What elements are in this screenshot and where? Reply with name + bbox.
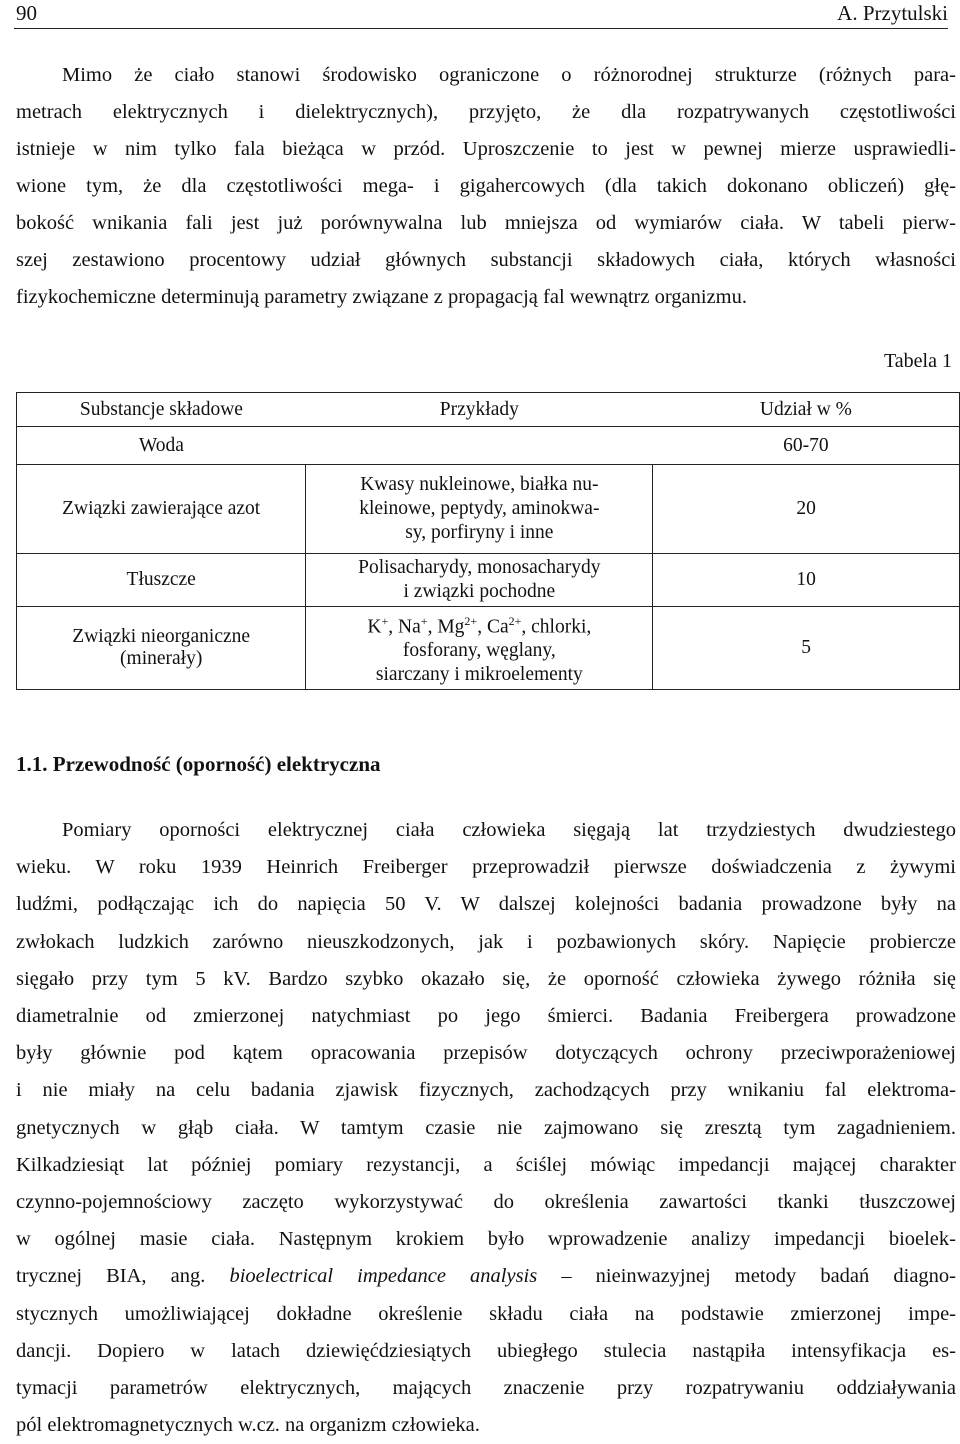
ion-ca: Ca (486, 616, 509, 638)
text-fragment: – nieinwazyjnej metody badań diagno- (537, 1265, 956, 1288)
text-line: pól elektromagnetycznych w.cz. na organizm człowieka. (16, 1414, 480, 1437)
page-number: 90 (16, 1, 37, 25)
text-line: Kilkadziesiąt lat później pomiary rezystancji, a ściślej mówiąc impedancji mającej charakter (16, 1153, 956, 1176)
text-line: ludźmi, podłączając ich do napięcia 50 V. W dalszej kolejności badania prowadzone były na (16, 893, 956, 916)
cell-share: 20 (653, 465, 960, 554)
text-line: zwłokach ludzkich zarówno nieuszkodzonych, jak i pozbawionych skóry. Napięcie probiercze (16, 930, 956, 953)
text-line: sięgało przy tym 5 kV. Bardzo szybko okazało się, że oporność człowieka żywego różniła się (16, 967, 956, 990)
cell-line: Kwasy nukleinowe, białka nu- (360, 474, 599, 495)
text-line: czynno-pojemnościowy zaczęto wykorzystywać do określenia zawartości tkanki tłuszczowej (16, 1191, 956, 1214)
body-paragraph (16, 812, 956, 1444)
ion-charge: + (420, 613, 428, 628)
cell-line: (minerały) (120, 648, 203, 669)
ion-charge: 2+ (464, 613, 478, 628)
cell-line: Związki nieorganiczne (72, 626, 251, 647)
cell-line: fosforany, węglany, (402, 640, 556, 662)
ion-na: Na (398, 616, 421, 638)
text-line: Pomiary oporności elektrycznej ciała człowieka sięgają lat trzydziestych dwudziestego (62, 819, 956, 841)
ion-mg: Mg (437, 616, 465, 638)
ion-charge: 2+ (508, 613, 522, 628)
text-line (16, 1258, 956, 1295)
section-heading: 1.1. Przewodność (oporność) elektryczna (16, 752, 381, 776)
header-cell-substances: Substancje składowe (17, 393, 306, 427)
cell-substance: Woda (17, 427, 306, 465)
header-cell-examples: Przykłady (306, 393, 653, 427)
cell-line: siarczany i mikroelementy (375, 664, 583, 686)
ion-k: K (367, 616, 382, 638)
table-caption: Tabela 1 (883, 350, 952, 372)
text-line: gnetycznych w głąb ciała. W tamtym czasie nie zajmowano się zresztą tym zagadnieniem. (16, 1116, 956, 1139)
page-header (0, 0, 960, 30)
text-line: i nie miały na celu badania zjawisk fizycznych, zachodzących przy wnikaniu fal elektroma- (16, 1079, 956, 1102)
ions-line: K+, Na+, $Mg^{2+}$, $Ca^{2+}$, chlorki, (367, 613, 592, 638)
text-line: były głównie pod kątem opracowania przepisów dotyczących ochrony przeciwporażeniowej (16, 1042, 956, 1065)
text-line: metrach elektrycznych i dielektrycznych), przyjęto, że dla rozpatrywanych częstotliwości (16, 101, 956, 123)
header-rule (14, 28, 948, 29)
text-line: tymacji parametrów elektrycznych, mających znaczenie przy rozpatrywaniu oddziaływania (16, 1377, 956, 1400)
cell-examples (306, 465, 653, 554)
text-line: istnieje w nim tylko fala bieżąca w przód. Uproszczenie to jest w pewnej mierze usprawiedli- (16, 138, 956, 160)
header-cell-share: Udział w % (653, 393, 960, 427)
text-line: bokość wnikania fali jest już porównywalna lub mniejsza od wymiarów ciała. W tabeli pierw- (16, 212, 956, 234)
composition-table (16, 392, 960, 690)
text-line: wieku. W roku 1939 Heinrich Freiberger przeprowadził pierwsze doświadczenia z żywymi (16, 856, 956, 879)
intro-paragraph (16, 57, 956, 316)
ions-rest: , chlorki, (521, 616, 592, 638)
text-line: wione tym, że dla częstotliwości mega- i gigahercowych (dla takich dokonano obliczeń) głę- (16, 175, 956, 197)
cell-line: sy, porfiryny i inne (405, 522, 554, 543)
cell-examples (306, 554, 653, 607)
table-row (17, 465, 960, 554)
table-header-row (17, 393, 960, 427)
text-line: szej zestawiono procentowy udział głównych substancji składowych ciała, których własności (16, 249, 956, 271)
ion-charge: + (381, 613, 389, 628)
text-line: stycznych umożliwiającej dokładne określenie składu ciała na podstawie zmierzonej impe- (16, 1302, 956, 1325)
text-line: diametralnie od zmierzonej natychmiast po jego śmierci. Badania Freibergera prowadzone (16, 1005, 956, 1028)
cell-share: 10 (653, 554, 960, 607)
table-row (17, 427, 960, 465)
cell-share: 5 (653, 607, 960, 690)
cell-substance: Tłuszcze (17, 554, 306, 607)
cell-substance: Związki zawierające azot (17, 465, 306, 554)
text-line: w ogólnej masie ciała. Następnym krokiem było wprowadzenie analizy impedancji bioelek- (16, 1228, 956, 1251)
text-fragment: trycznej BIA, ang. (16, 1265, 230, 1288)
cell-substance (17, 607, 306, 690)
table-row (17, 554, 960, 607)
table-row (17, 607, 960, 690)
cell-line: Polisacharydy, monosacharydy (358, 557, 601, 578)
text-line: dancji. Dopiero w latach dziewięćdziesiątych ubiegłego stulecia nastąpiła intensyfikacja es- (16, 1339, 956, 1362)
running-head: A. Przytulski (837, 1, 948, 25)
text-line: Mimo że ciało stanowi środowisko ograniczone o różnorodnej strukturze (różnych para- (62, 64, 956, 86)
cell-examples (306, 427, 653, 465)
text-line: fizykochemiczne determinują parametry związane z propagacją fal wewnątrz organizmu. (16, 286, 747, 308)
cell-share: 60-70 (653, 427, 960, 465)
cell-examples (306, 607, 653, 690)
cell-line: kleinowe, peptydy, aminokwa- (359, 498, 600, 519)
italic-term: bioelectrical impedance analysis (229, 1265, 538, 1288)
cell-line: i związki pochodne (403, 581, 556, 602)
